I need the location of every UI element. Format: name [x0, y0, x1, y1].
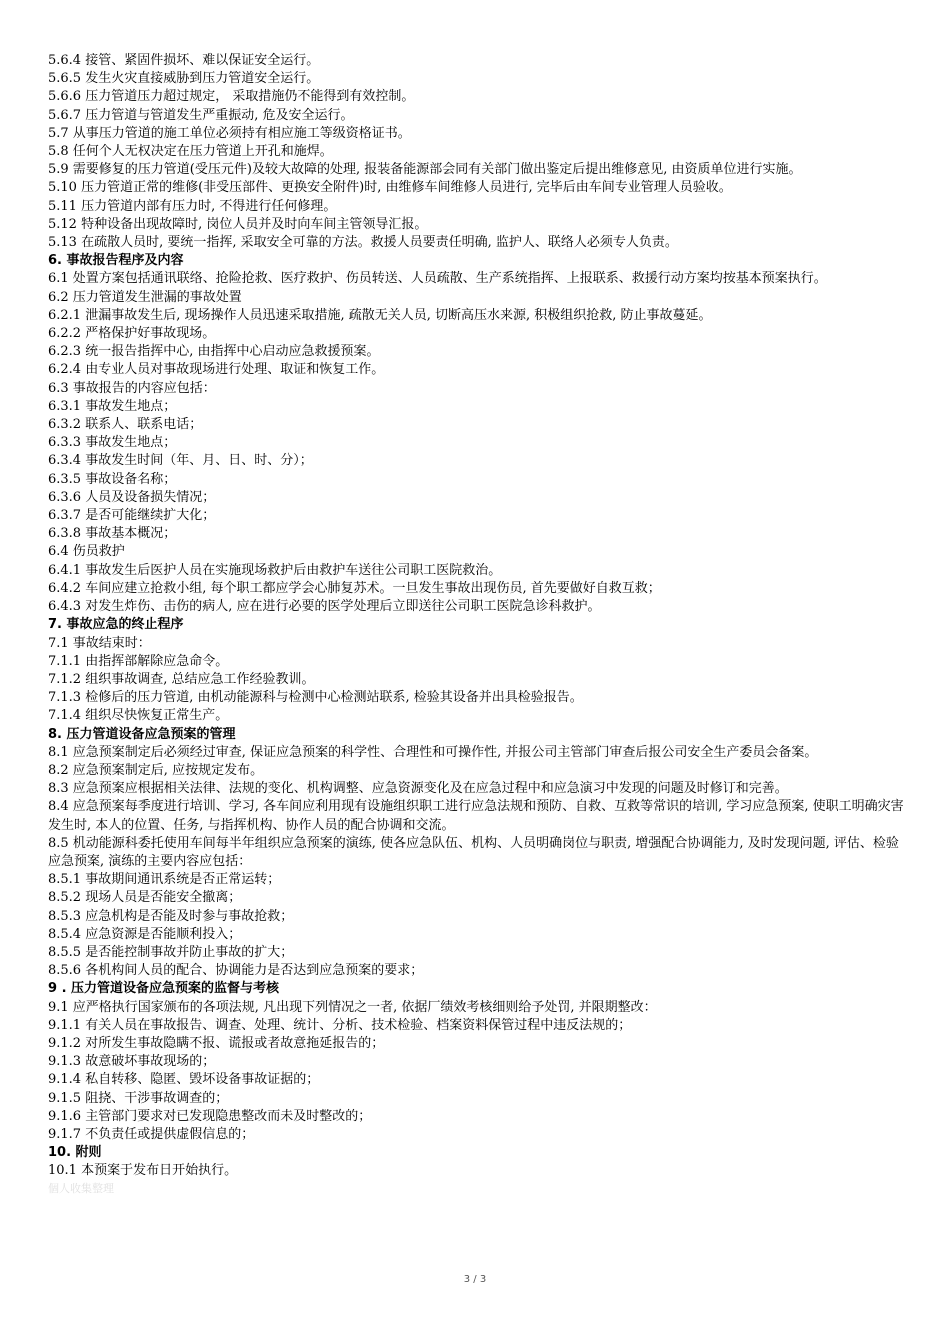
paragraph-line: 8.5.3 应急机构是否能及时参与事故抢救；: [48, 908, 294, 924]
paragraph-line: 6.3.4 事故发生时间（年、月、日、时、分）；: [48, 453, 313, 469]
paragraph-line: 6.3.5 事故设备名称；: [48, 471, 177, 487]
paragraph-line: 5.10 压力管道正常的维修(非受压部件、更换安全附件)时, 由维修车间维修人员进行, 完毕后由车间专业管理人员验收。: [48, 180, 732, 196]
paragraph-line: 6.3.3 事故发生地点；: [48, 435, 177, 451]
paragraph-line: 7.1.3 检修后的压力管道, 由机动能源科与检测中心检测站联系, 检验其设备并出具检验报告。: [48, 690, 583, 706]
paragraph-line: 9.1.4 私自转移、隐匿、毁坏设备事故证据的；: [48, 1072, 320, 1088]
section-heading: 6. 事故报告程序及内容: [48, 253, 184, 269]
paragraph-line: 6.3 事故报告的内容应包括：: [48, 380, 216, 396]
section-heading: 7. 事故应急的终止程序: [48, 617, 184, 633]
paragraph-line: 6.1 处置方案包括通讯联络、抢险抢救、医疗救护、伤员转送、人员疏散、生产系统指挥、上报联系、救援行动方案均按基本预案执行。: [48, 271, 827, 287]
paragraph-line: 7.1 事故结束时：: [48, 635, 151, 651]
paragraph-line: 6.2 压力管道发生泄漏的事故处置: [48, 289, 242, 305]
section-heading: 10. 附则: [48, 1145, 102, 1161]
paragraph-line: 9.1.1 有关人员在事故报告、调查、处理、统计、分析、技术检验、档案资料保管过程中违反法规的；: [48, 1017, 632, 1033]
paragraph-line: 8.1 应急预案制定后必须经过审查, 保证应急预案的科学性、合理性和可操作性, 并报公司主管部门审查后报公司安全生产委员会备案。: [48, 744, 818, 760]
section-heading: 9 . 压力管道设备应急预案的监督与考核: [48, 981, 280, 997]
paragraph-line: 6.3.1 事故发生地点；: [48, 398, 177, 414]
section-heading: 8. 压力管道设备应急预案的管理: [48, 726, 236, 742]
page-number: 3 / 3: [463, 1274, 487, 1285]
paragraph-line: 7.1.2 组织事故调查, 总结应急工作经验教训。: [48, 671, 315, 687]
paragraph-line: 8.5.2 现场人员是否能安全撤离；: [48, 890, 242, 906]
paragraph-line: 6.2.4 由专业人员对事故现场进行处理、取证和恢复工作。: [48, 362, 385, 378]
paragraph-line: 5.12 特种设备出现故障时, 岗位人员并及时向车间主管领导汇报。: [48, 216, 428, 232]
paragraph-line: 6.3.2 联系人、联系电话；: [48, 417, 203, 433]
paragraph-line: 8.5.1 事故期间通讯系统是否正常运转；: [48, 872, 281, 888]
paragraph-line: 9.1.6 主管部门要求对已发现隐患整改而未及时整改的；: [48, 1108, 372, 1124]
paragraph-line: 6.2.1 泄漏事故发生后, 现场操作人员迅速采取措施, 疏散无关人员, 切断高压水来源, 积极组织抢救, 防止事故蔓延。: [48, 307, 712, 323]
paragraph-line: 8.3 应急预案应根据相关法律、法规的变化、机构调整、应急资源变化及在应急过程中和应急演习中发现的问题及时修订和完善。: [48, 781, 788, 797]
paragraph-line: 6.3.7 是否可能继续扩大化；: [48, 508, 216, 524]
paragraph-line: 9.1.7 不负责任或提供虚假信息的；: [48, 1126, 255, 1142]
paragraph-line: 6.4.2 车间应建立抢救小组, 每个职工都应学会心肺复苏术。一旦发生事故出现伤员, 首先要做好自救互救；: [48, 580, 661, 596]
paragraph-line: 6.4 伤员救护: [48, 544, 125, 560]
paragraph-line: 8.5.4 应急资源是否能顺利投入；: [48, 926, 242, 942]
paragraph-line: 9.1 应严格执行国家颁布的各项法规, 凡出现下列情况之一者, 依据厂绩效考核细则给予处罚, 并限期整改：: [48, 999, 657, 1015]
paragraph-line: 6.4.3 对发生炸伤、击伤的病人, 应在进行必要的医学处理后立即送往公司职工医院急诊科救护。: [48, 599, 601, 615]
paragraph-line: 5.6.7 压力管道与管道发生严重振动, 危及安全运行。: [48, 107, 354, 123]
paragraph-line: 6.2.3 统一报告指挥中心, 由指挥中心启动应急救援预案。: [48, 344, 380, 360]
paragraph-line: 7.1.1 由指挥部解除应急命令。: [48, 653, 229, 669]
paragraph-line: 5.13 在疏散人员时, 要统一指挥, 采取安全可靠的方法。救援人员要责任明确, 监护人、联络人必须专人负责。: [48, 235, 678, 251]
paragraph-line: 5.6.6 压力管道压力超过规定， 采取措施仍不能得到有效控制。: [48, 89, 415, 105]
faint-watermark-text: 個人收集整理: [48, 1181, 114, 1195]
paragraph-line: 8.5 机动能源科委托使用车间每半年组织应急预案的演练, 使各应急队伍、机构、人员明确岗位与职责, 增强配合协调能力, 及时发现问题, 评估、检验应急预案, 演练的主要内容应包括：: [48, 835, 899, 869]
paragraph-line: 8.5.5 是否能控制事故并防止事故的扩大；: [48, 944, 294, 960]
paragraph-line: 6.2.2 严格保护好事故现场。: [48, 326, 216, 342]
paragraph-line: 7.1.4 组织尽快恢复正常生产。: [48, 708, 229, 724]
paragraph-line: 5.6.5 发生火灾直接威胁到压力管道安全运行。: [48, 71, 320, 87]
document-body: [48, 52, 908, 1197]
paragraph-line: 6.3.8 事故基本概况；: [48, 526, 177, 542]
paragraph-line: 5.8 任何个人无权决定在压力管道上开孔和施焊。: [48, 144, 333, 160]
paragraph-line: 9.1.5 阻挠、干涉事故调查的；: [48, 1090, 229, 1106]
paragraph-line: 10.1 本预案于发布日开始执行。: [48, 1163, 238, 1179]
paragraph-line: 6.4.1 事故发生后医护人员在实施现场救护后由救护车送往公司职工医院救治。: [48, 562, 502, 578]
paragraph-line: 5.11 压力管道内部有压力时, 不得进行任何修理。: [48, 198, 337, 214]
paragraph-line: 5.6.4 接管、紧固件损坏、难以保证安全运行。: [48, 53, 320, 68]
paragraph-line: 8.4 应急预案每季度进行培训、学习, 各车间应利用现有设施组织职工进行应急法规和预防、自救、互救等常识的培训, 学习应急预案, 使职工明确灾害发生时, 本人的位置、任务, 与指挥机构、协作人员的配合协调和交流。: [48, 799, 904, 833]
paragraph-line: 5.7 从事压力管道的施工单位必须持有相应施工等级资格证书。: [48, 125, 411, 141]
paragraph-line: 5.9 需要修复的压力管道(受压元件)及较大故障的处理, 报装备能源部会同有关部门做出鉴定后提出维修意见, 由资质单位进行实施。: [48, 162, 802, 178]
paragraph-line: 9.1.2 对所发生事故隐瞒不报、谎报或者故意拖延报告的；: [48, 1035, 385, 1051]
paragraph-line: 8.5.6 各机构间人员的配合、协调能力是否达到应急预案的要求；: [48, 963, 424, 979]
paragraph-line: 9.1.3 故意破坏事故现场的；: [48, 1054, 216, 1070]
paragraph-line: 8.2 应急预案制定后, 应按规定发布。: [48, 762, 264, 778]
paragraph-line: 6.3.6 人员及设备损失情况；: [48, 489, 216, 505]
